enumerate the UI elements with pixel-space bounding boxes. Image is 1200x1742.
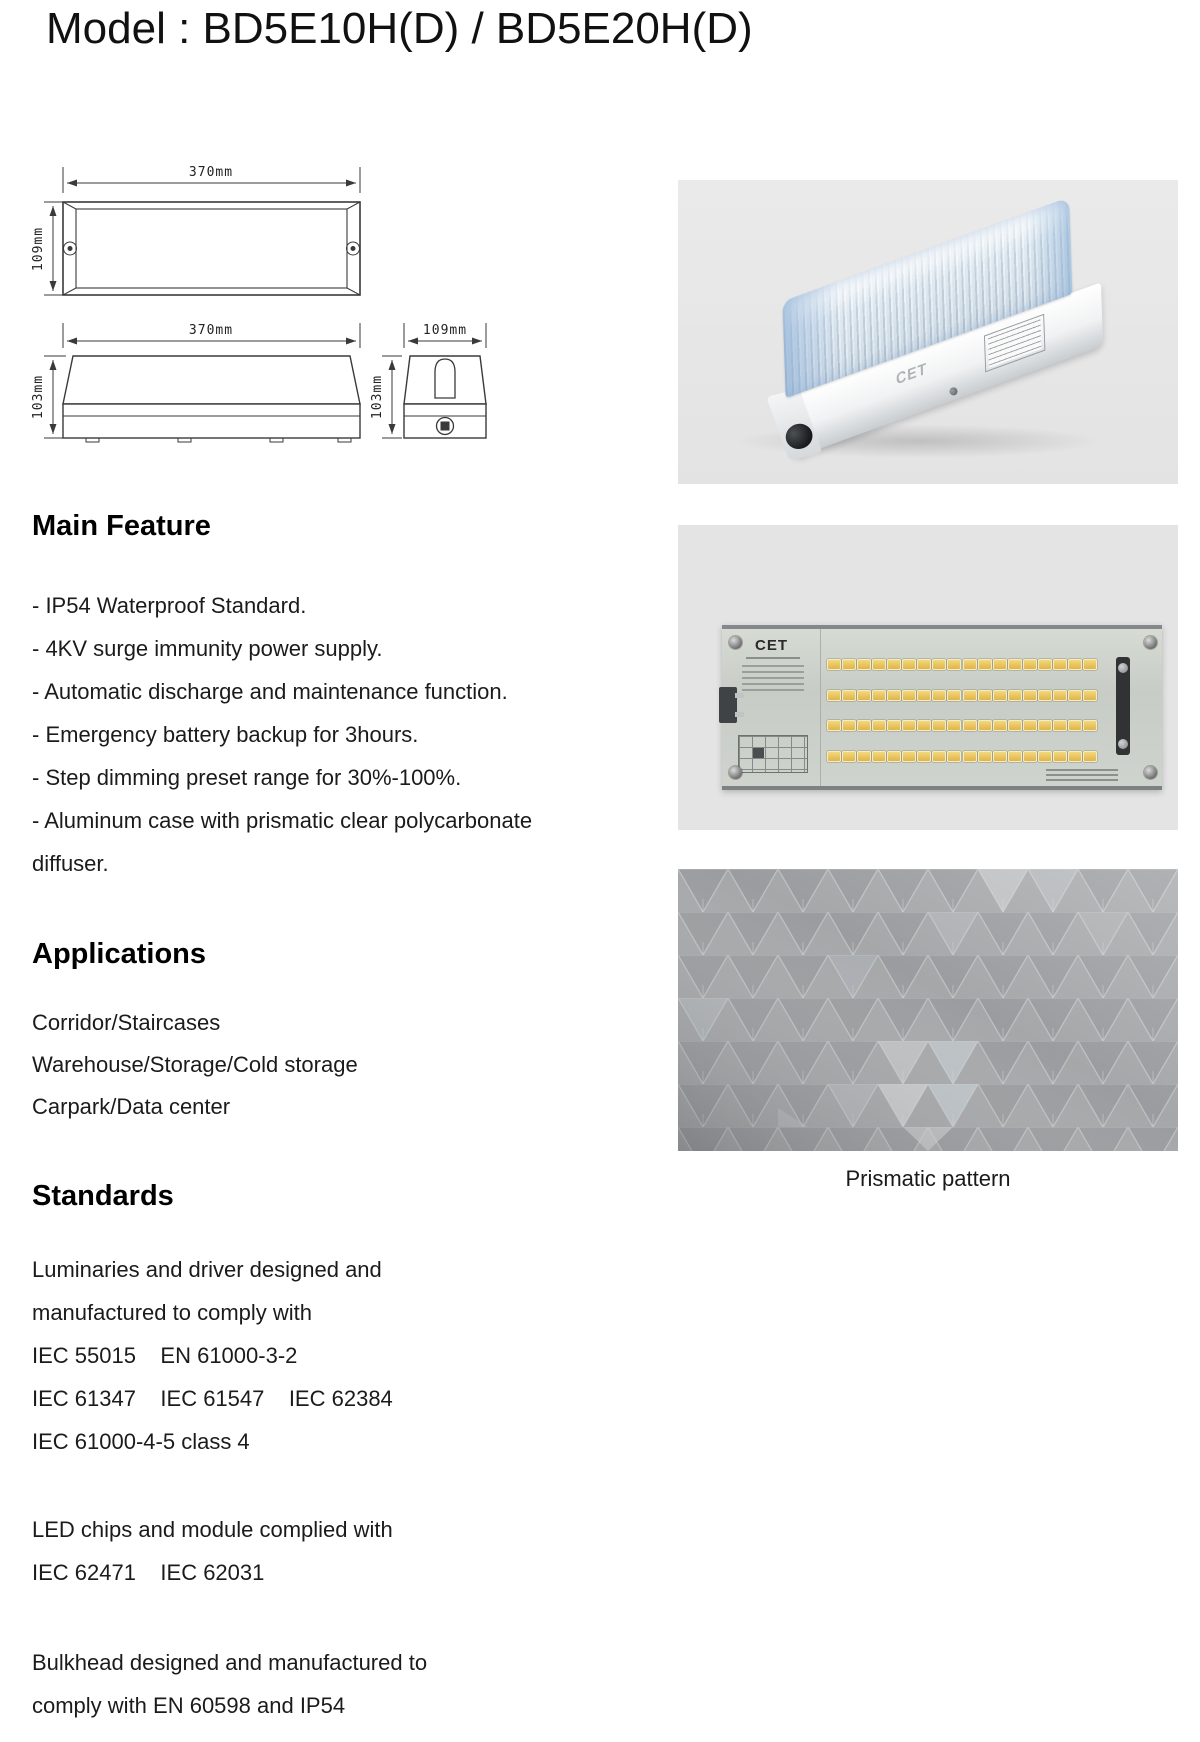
led-grid bbox=[826, 649, 1098, 772]
dimension-drawing bbox=[30, 145, 590, 445]
led-chip bbox=[857, 690, 871, 701]
led-chip bbox=[1053, 659, 1067, 670]
led-chip bbox=[947, 720, 961, 731]
led-chip bbox=[887, 751, 901, 762]
led-chip bbox=[1038, 659, 1052, 670]
end-width-label: 109mm bbox=[422, 323, 468, 338]
feature-item: - Automatic discharge and maintenance function. bbox=[32, 679, 508, 704]
led-chip bbox=[872, 659, 886, 670]
led-chip bbox=[827, 720, 841, 731]
led-chip bbox=[842, 751, 856, 762]
led-chip bbox=[1038, 751, 1052, 762]
led-chip bbox=[1008, 659, 1022, 670]
standards-line: manufactured to comply with bbox=[32, 1300, 313, 1325]
screw-icon bbox=[1144, 636, 1157, 649]
led-chip bbox=[857, 751, 871, 762]
feature-item: - Emergency battery backup for 3hours. bbox=[32, 722, 419, 747]
standards-block-led bbox=[32, 1508, 597, 1594]
led-pcb bbox=[722, 625, 1162, 790]
led-chip bbox=[1053, 690, 1067, 701]
led-chip bbox=[842, 690, 856, 701]
embossed-logo: CET bbox=[895, 359, 928, 389]
end-view bbox=[382, 323, 486, 438]
led-chip bbox=[872, 751, 886, 762]
applications-heading: Applications bbox=[32, 938, 207, 970]
led-chip bbox=[932, 690, 946, 701]
applications-list bbox=[32, 1002, 597, 1128]
led-chip bbox=[1023, 751, 1037, 762]
led-chip bbox=[1008, 720, 1022, 731]
page-title: Model : BD5E10H(D) / BD5E20H(D) bbox=[46, 4, 753, 53]
led-chip bbox=[978, 690, 992, 701]
led-chip bbox=[1068, 659, 1082, 670]
led-chip bbox=[917, 659, 931, 670]
prismatic-caption: Prismatic pattern bbox=[845, 1166, 1011, 1191]
led-chip bbox=[947, 659, 961, 670]
application-item: Carpark/Data center bbox=[32, 1094, 231, 1119]
input-connector bbox=[719, 687, 737, 723]
led-chip bbox=[1038, 720, 1052, 731]
led-chip bbox=[978, 720, 992, 731]
prismatic-pattern bbox=[678, 869, 1178, 1151]
feature-item: - Aluminum case with prismatic clear polycarbonate diffuser. bbox=[32, 808, 539, 876]
led-chip bbox=[917, 690, 931, 701]
led-chip bbox=[1023, 690, 1037, 701]
screw-icon bbox=[1144, 766, 1157, 779]
led-chip bbox=[1008, 751, 1022, 762]
led-chip bbox=[827, 659, 841, 670]
terminal-block bbox=[1116, 657, 1130, 755]
led-chip bbox=[902, 659, 916, 670]
led-chip bbox=[842, 720, 856, 731]
rating-table bbox=[738, 735, 808, 773]
led-chip bbox=[827, 751, 841, 762]
led-chip bbox=[1008, 690, 1022, 701]
led-chip bbox=[842, 659, 856, 670]
prismatic-photo bbox=[678, 869, 1178, 1151]
feature-item: - IP54 Waterproof Standard. bbox=[32, 593, 307, 618]
led-chip bbox=[887, 690, 901, 701]
standards-line: Luminaries and driver designed and bbox=[32, 1257, 382, 1282]
feature-item: - Step dimming preset range for 30%-100%. bbox=[32, 765, 462, 790]
led-chip bbox=[872, 690, 886, 701]
led-chip bbox=[978, 751, 992, 762]
cet-logo: CET bbox=[755, 637, 788, 654]
product-photo bbox=[678, 180, 1178, 484]
led-chip bbox=[947, 751, 961, 762]
led-chip bbox=[857, 659, 871, 670]
standards-line: comply with EN 60598 and IP54 bbox=[32, 1693, 346, 1718]
pcb-divider bbox=[820, 629, 821, 786]
led-chip bbox=[887, 659, 901, 670]
led-chip bbox=[963, 690, 977, 701]
led-chip bbox=[1083, 659, 1097, 670]
led-chip bbox=[1068, 690, 1082, 701]
led-chip bbox=[963, 720, 977, 731]
front-height-label: 109mm bbox=[31, 226, 46, 272]
led-chip bbox=[947, 690, 961, 701]
end-height-label: 103mm bbox=[370, 374, 385, 420]
led-chip bbox=[902, 720, 916, 731]
application-item: Corridor/Staircases bbox=[32, 1010, 221, 1035]
standards-line: LED chips and module complied with bbox=[32, 1517, 393, 1542]
led-chip bbox=[1083, 751, 1097, 762]
led-chip bbox=[872, 720, 886, 731]
front-view bbox=[44, 167, 360, 295]
led-chip bbox=[1068, 751, 1082, 762]
led-chip bbox=[993, 690, 1007, 701]
led-chip bbox=[1083, 690, 1097, 701]
led-chip bbox=[1053, 720, 1067, 731]
front-width-label: 370mm bbox=[188, 165, 234, 180]
led-chip bbox=[917, 751, 931, 762]
standards-line: IEC 55015 EN 61000-3-2 bbox=[32, 1343, 298, 1368]
led-chip bbox=[993, 720, 1007, 731]
led-chip bbox=[978, 659, 992, 670]
main-feature-list bbox=[32, 584, 597, 885]
standards-line: IEC 61000-4-5 class 4 bbox=[32, 1429, 250, 1454]
led-chip bbox=[902, 690, 916, 701]
led-chip bbox=[1053, 751, 1067, 762]
side-height-label: 103mm bbox=[31, 374, 46, 420]
led-chip bbox=[1068, 720, 1082, 731]
led-chip bbox=[887, 720, 901, 731]
pcb-print-text bbox=[1046, 769, 1118, 782]
feature-item: - 4KV surge immunity power supply. bbox=[32, 636, 383, 661]
led-chip bbox=[917, 720, 931, 731]
led-chip bbox=[827, 690, 841, 701]
standards-block-bulkhead bbox=[32, 1641, 597, 1727]
screw-icon bbox=[729, 766, 742, 779]
led-chip bbox=[963, 659, 977, 670]
led-chip bbox=[932, 659, 946, 670]
led-chip bbox=[1038, 690, 1052, 701]
side-view bbox=[44, 323, 360, 442]
main-feature-heading: Main Feature bbox=[32, 510, 211, 542]
led-chip bbox=[932, 720, 946, 731]
led-chip bbox=[1023, 720, 1037, 731]
led-chip bbox=[932, 751, 946, 762]
logo-subtext bbox=[746, 657, 800, 659]
led-chip bbox=[1083, 720, 1097, 731]
standards-heading: Standards bbox=[32, 1180, 174, 1212]
led-chip bbox=[902, 751, 916, 762]
standards-line: Bulkhead designed and manufactured to bbox=[32, 1650, 428, 1675]
led-module-photo bbox=[678, 525, 1178, 830]
led-chip bbox=[963, 751, 977, 762]
led-chip bbox=[993, 751, 1007, 762]
application-item: Warehouse/Storage/Cold storage bbox=[32, 1052, 358, 1077]
standards-line: IEC 61347 IEC 61547 IEC 62384 bbox=[32, 1386, 393, 1411]
side-width-label: 370mm bbox=[188, 323, 234, 338]
led-chip bbox=[857, 720, 871, 731]
standards-block-luminaries bbox=[32, 1248, 597, 1463]
led-chip bbox=[993, 659, 1007, 670]
spec-text-block bbox=[742, 665, 804, 692]
led-chip bbox=[1023, 659, 1037, 670]
standards-line: IEC 62471 IEC 62031 bbox=[32, 1560, 265, 1585]
screw-icon bbox=[729, 636, 742, 649]
